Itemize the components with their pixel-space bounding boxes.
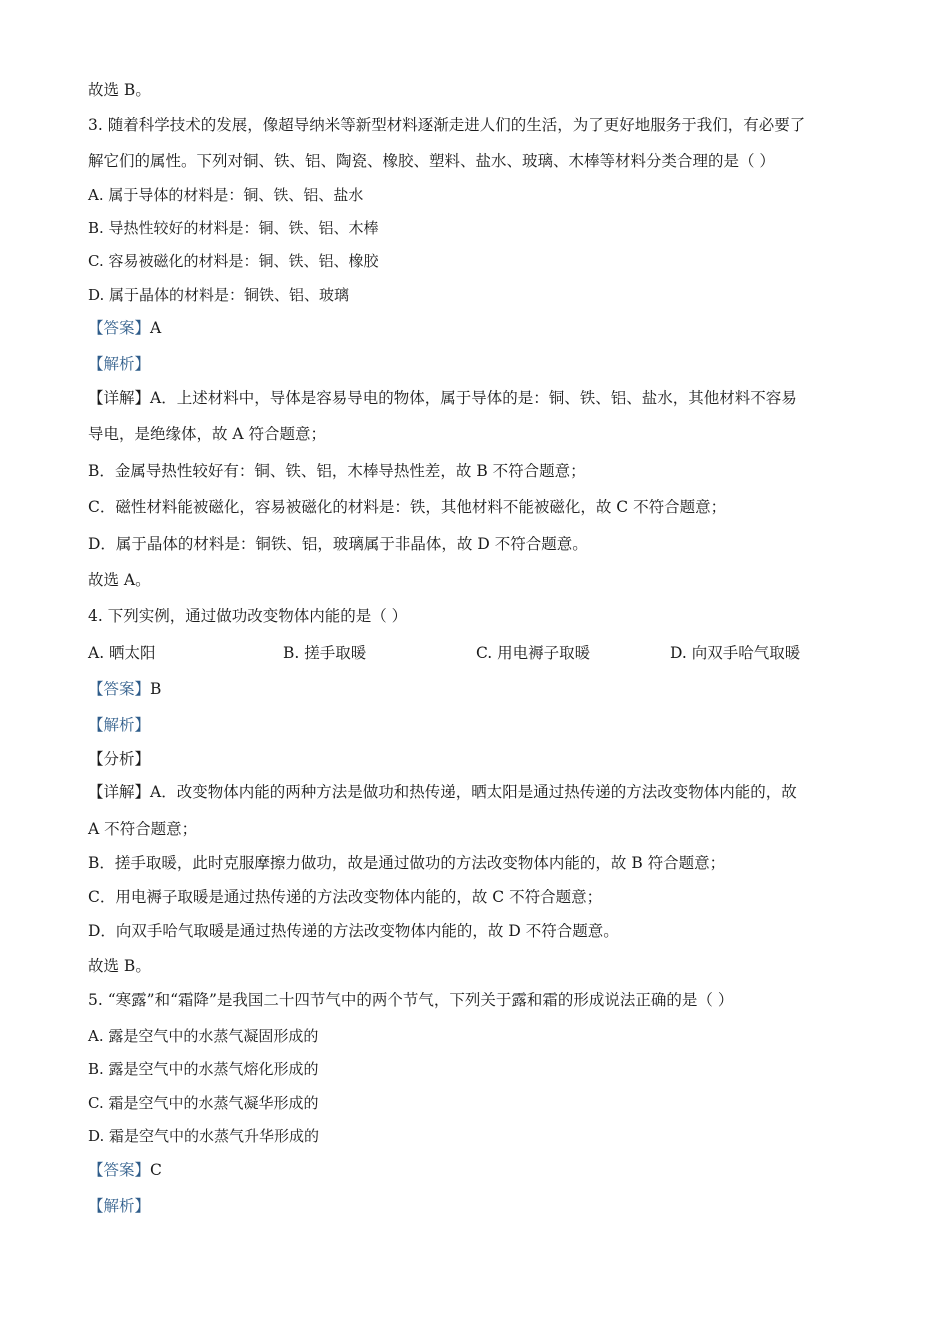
answer-label: 【答案】: [88, 1161, 151, 1179]
q3-stem-line2: 解它们的属性。下列对铜、铁、铝、陶瓷、橡胶、塑料、盐水、玻璃、木棒等材料分类合理的是（ ）: [88, 152, 775, 170]
q4-detail-a-line1: [88, 782, 797, 802]
q5-option-a: A. 露是空气中的水蒸气凝固形成的: [88, 1027, 319, 1045]
detail-label: 【详解】: [88, 389, 151, 407]
q5-stem: 5. “寒露”和“霜降”是我国二十四节气中的两个节气，下列关于露和霜的形成说法正确的是（ ）: [88, 991, 734, 1009]
q3-detail-b: B．金属导热性较好有：铜、铁、铝，木棒导热性差，故 B 不符合题意；: [88, 462, 586, 480]
detail-text: A．上述材料中，导体是容易导电的物体，属于导体的是：铜、铁、铝、盐水，其他材料不容易: [150, 389, 797, 407]
answer-value: C: [150, 1161, 162, 1179]
answer-label: 【答案】: [88, 680, 151, 698]
prev-conclusion: 故选 B。: [88, 81, 151, 99]
q4-stem: 4. 下列实例，通过做功改变物体内能的是（ ）: [88, 607, 408, 625]
q3-option-b: B. 导热性较好的材料是：铜、铁、铝、木棒: [88, 219, 379, 237]
q4-answer: [88, 679, 161, 699]
q3-detail-c: C．磁性材料能被磁化，容易被磁化的材料是：铁，其他材料不能被磁化，故 C 不符合题意；: [88, 498, 727, 516]
q3-detail-a-line2: 导电，是绝缘体，故 A 符合题意；: [88, 425, 327, 443]
q4-conclusion: 故选 B。: [88, 957, 151, 975]
answer-value: A: [150, 319, 162, 337]
answer-value: B: [150, 680, 162, 698]
q3-detail-d: D．属于晶体的材料是：铜铁、铝，玻璃属于非晶体，故 D 不符合题意。: [88, 535, 588, 553]
q5-option-d: D. 霜是空气中的水蒸气升华形成的: [88, 1127, 320, 1145]
q3-option-d: D. 属于晶体的材料是：铜铁、铝、玻璃: [88, 286, 350, 304]
q3-analysis-label: 【解析】: [88, 355, 151, 373]
q4-option-b: B. 搓手取暖: [283, 644, 367, 662]
answer-label: 【答案】: [88, 319, 151, 337]
q4-analysis2-label: 【分析】: [88, 750, 151, 768]
detail-label: 【详解】: [88, 783, 151, 801]
q4-analysis-label: 【解析】: [88, 716, 151, 734]
q3-option-c: C. 容易被磁化的材料是：铜、铁、铝、橡胶: [88, 252, 379, 270]
q3-stem-line1: 3. 随着科学技术的发展，像超导纳米等新型材料逐渐走进人们的生活，为了更好地服务于我们，有必要了: [88, 116, 806, 134]
detail-text: A．改变物体内能的两种方法是做功和热传递，晒太阳是通过热传递的方法改变物体内能的，故: [150, 783, 797, 801]
q4-option-a: A. 晒太阳: [88, 644, 156, 662]
q5-analysis-label: 【解析】: [88, 1197, 151, 1215]
q5-answer: [88, 1160, 162, 1180]
q3-option-a: A. 属于导体的材料是：铜、铁、铝、盐水: [88, 186, 364, 204]
q3-answer: [88, 318, 161, 338]
q4-option-c: C. 用电褥子取暖: [476, 644, 591, 662]
q4-detail-c: C．用电褥子取暖是通过热传递的方法改变物体内能的，故 C 不符合题意；: [88, 888, 603, 906]
q3-detail-a-line1: [88, 388, 797, 408]
q5-option-c: C. 霜是空气中的水蒸气凝华形成的: [88, 1094, 319, 1112]
q4-option-d: D. 向双手哈气取暖: [670, 644, 801, 662]
q4-detail-b: B．搓手取暖，此时克服摩擦力做功，故是通过做功的方法改变物体内能的，故 B 符合题意；: [88, 854, 726, 872]
q4-detail-a-line2: A 不符合题意；: [88, 820, 198, 838]
q3-conclusion: 故选 A。: [88, 571, 151, 589]
q5-option-b: B. 露是空气中的水蒸气熔化形成的: [88, 1060, 319, 1078]
q4-detail-d: D．向双手哈气取暖是通过热传递的方法改变物体内能的，故 D 不符合题意。: [88, 922, 619, 940]
